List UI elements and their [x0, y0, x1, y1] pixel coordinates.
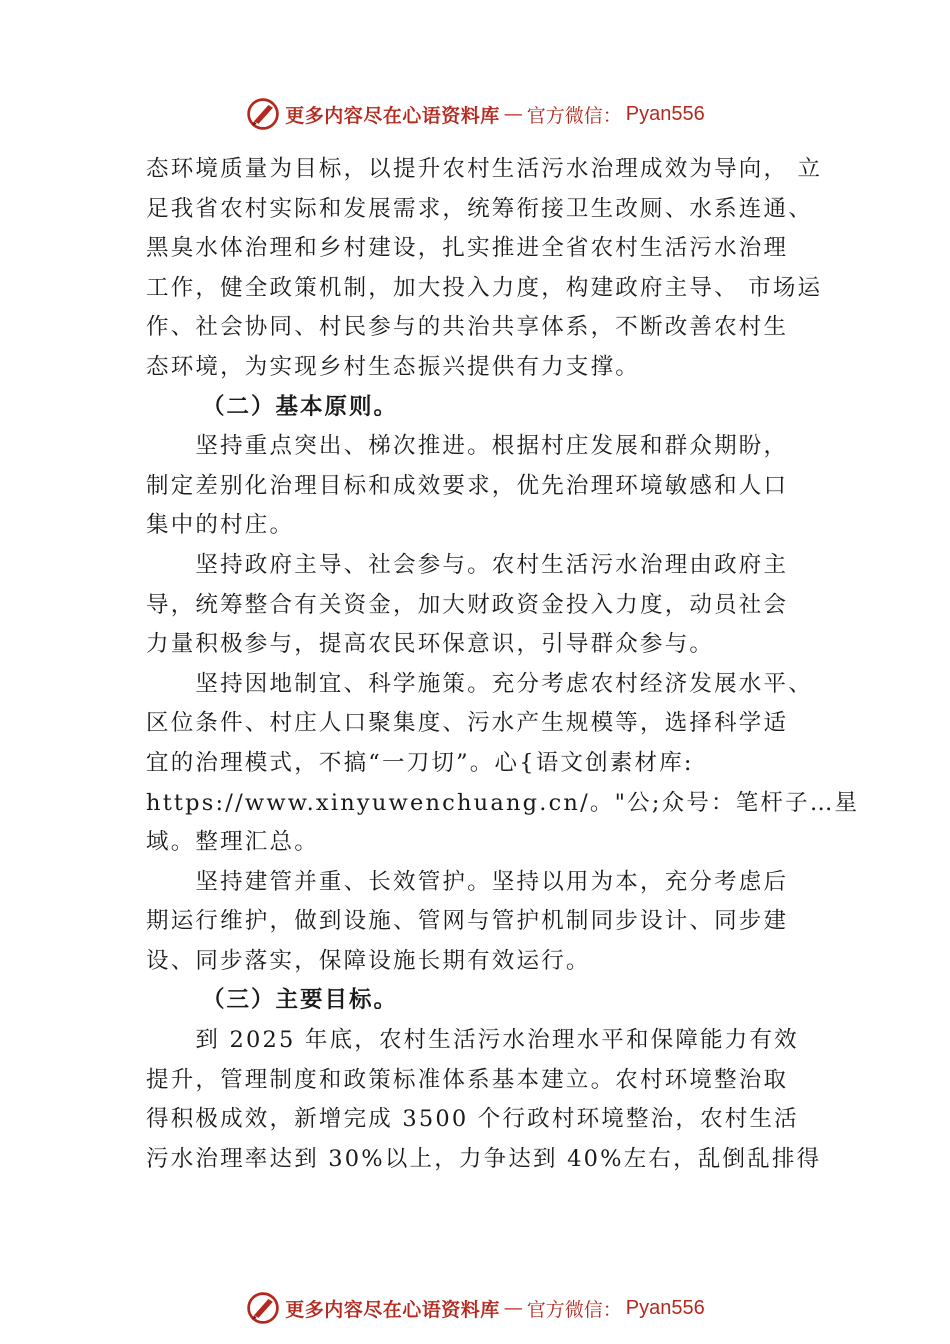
banner-wechat-id: Pyan556: [625, 1296, 705, 1319]
paragraph-line: 集中的村庄。: [146, 512, 295, 539]
paragraph-line: 得积极成效，新增完成 3500 个行政村环境整治，农村生活: [146, 1106, 799, 1133]
paragraph-line: 坚持重点突出、梯次推进。根据村庄发展和群众期盼，: [146, 433, 789, 460]
banner-wechat-label: 官方微信：: [526, 104, 622, 127]
paragraph-line: 足我省农村实际和发展需求，统筹衔接卫生改厕、水系连通、: [146, 195, 813, 222]
pen-logo-icon: [245, 1290, 281, 1326]
paragraph-line: 区位条件、村庄人口聚集度、污水产生规模等，选择科学适: [146, 710, 789, 737]
section-heading: （二）基本原则。: [202, 393, 399, 420]
paragraph-line: 污水治理率达到 30%以上，力争达到 40%左右，乱倒乱排得: [146, 1145, 822, 1172]
text-lines: [146, 150, 860, 1179]
banner-title: 更多内容尽在心语资料库: [285, 1298, 500, 1321]
banner-wechat-id: Pyan556: [625, 102, 705, 125]
banner-title: 更多内容尽在心语资料库: [285, 104, 500, 127]
banner-dash: —: [503, 103, 523, 125]
paragraph-line: 坚持因地制宜、科学施策。充分考虑农村经济发展水平、: [146, 670, 813, 697]
paragraph-line: 态环境，为实现乡村生态振兴提供有力支撑。: [146, 353, 641, 380]
paragraph-line: 作、社会协同、村民参与的共治共享体系，不断改善农村生: [146, 314, 789, 341]
document-body: [146, 150, 860, 1179]
paragraph-line: 力量积极参与，提高农民环保意识，引导群众参与。: [146, 631, 715, 658]
paragraph-line: 工作，健全政策机制，加大投入力度，构建政府主导、 市场运: [146, 274, 823, 301]
pen-logo-icon: [245, 96, 281, 132]
paragraph-line: 黑臭水体治理和乡村建设，扎实推进全省农村生活污水治理: [146, 235, 789, 262]
paragraph-line: 宜的治理模式，不搞“一刀切”。心{语文创素材库:: [146, 749, 694, 776]
section-heading: （三）主要目标。: [202, 987, 399, 1014]
banner-dash: —: [503, 1297, 523, 1319]
paragraph-line: 域。整理汇总。: [146, 829, 319, 856]
paragraph-line: 态环境质量为目标，以提升农村生活污水治理成效为导向， 立: [146, 156, 823, 182]
paragraph-line: 提升，管理制度和政策标准体系基本建立。农村环境整治取: [146, 1066, 789, 1093]
paragraph-line: https://www.xinyuwenchuang.cn/。"公;众号：笔杆子…星: [146, 789, 860, 816]
paragraph-line: 坚持建管并重、长效管护。坚持以用为本，充分考虑后: [146, 868, 789, 895]
header-watermark-banner: [0, 94, 950, 134]
paragraph-line: 设、同步落实，保障设施长期有效运行。: [146, 947, 591, 974]
paragraph-line: 期运行维护，做到设施、管网与管护机制同步设计、同步建: [146, 908, 789, 935]
footer-watermark-banner: [0, 1288, 950, 1328]
paragraph-line: 到 2025 年底，农村生活污水治理水平和保障能力有效: [146, 1027, 799, 1054]
paragraph-line: 制定差别化治理目标和成效要求，优先治理环境敏感和人口: [146, 472, 789, 499]
banner-wechat-label: 官方微信：: [526, 1298, 622, 1321]
paragraph-line: 导，统筹整合有关资金，加大财政资金投入力度，动员社会: [146, 591, 789, 618]
paragraph-line: 坚持政府主导、社会参与。农村生活污水治理由政府主: [146, 551, 789, 578]
